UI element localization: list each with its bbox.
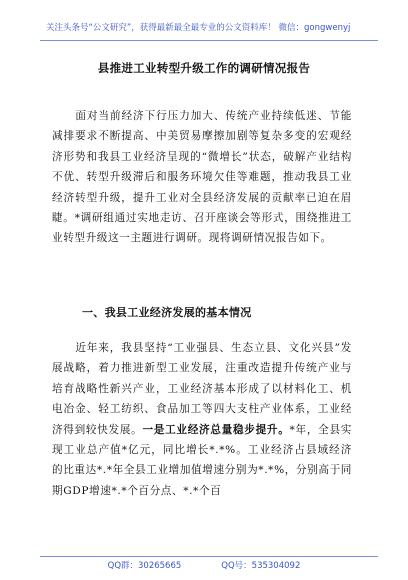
body-paragraph — [52, 338, 352, 501]
body-paragraph-text: 近年来，我县坚持“工业强县、生态立县、文化兴县”发展战略，着力推进新型工业发展，注重改造提升传统产业与培育战略性新兴产业，工业经济基本形成了以材料化工、机电冶金、轻工纺织、食品加工等四大支柱产业体系，工业经济得到较快发展。 — [52, 342, 352, 436]
document-title: 县推进工业转型升级工作的调研情况报告 — [97, 61, 311, 75]
footer — [0, 560, 408, 572]
header-divider — [40, 40, 378, 41]
footer-qq-number: QQ号：535304092 — [221, 561, 301, 571]
footer-qq-group: QQ群：30265665 — [107, 561, 182, 571]
footer-divider — [40, 556, 378, 557]
header-note: 关注头条号“公文研究”，获得最新最全最专业的公文资料库！ 微信：gongwenyj — [46, 23, 351, 33]
body-paragraph-text-continued: *年，全县实现工业总产值*亿元，同比增长*.*%。工业经济占县域经济的比重达*.*年全县工业增加值增速分别为*.*%，分别高于同期GDP增速*.*个百分点、*.*个百 — [52, 423, 352, 497]
section-heading: 一、我县工业经济发展的基本情况 — [82, 306, 252, 319]
intro-paragraph: 面对当前经济下行压力加大、传统产业持续低迷、节能减排要求不断提高、中美贸易摩擦加剧等复杂多变的宏观经济形势和我县工业经济呈现的“微增长”状态，破解产业结构不优、转型升级滞后和服务环境欠佳等难题，推动我县工业经济转型升级，提升工业对全县经济发展的贡献率已迫在眉睫。*调研组通过实地走访、召开座谈会等形式，围绕推进工业转型升级这一主题进行调研。现将调研情况报告如下。 — [52, 110, 352, 245]
body-paragraph-bold-text: 一是工业经济总量稳步提升。 — [142, 423, 290, 436]
